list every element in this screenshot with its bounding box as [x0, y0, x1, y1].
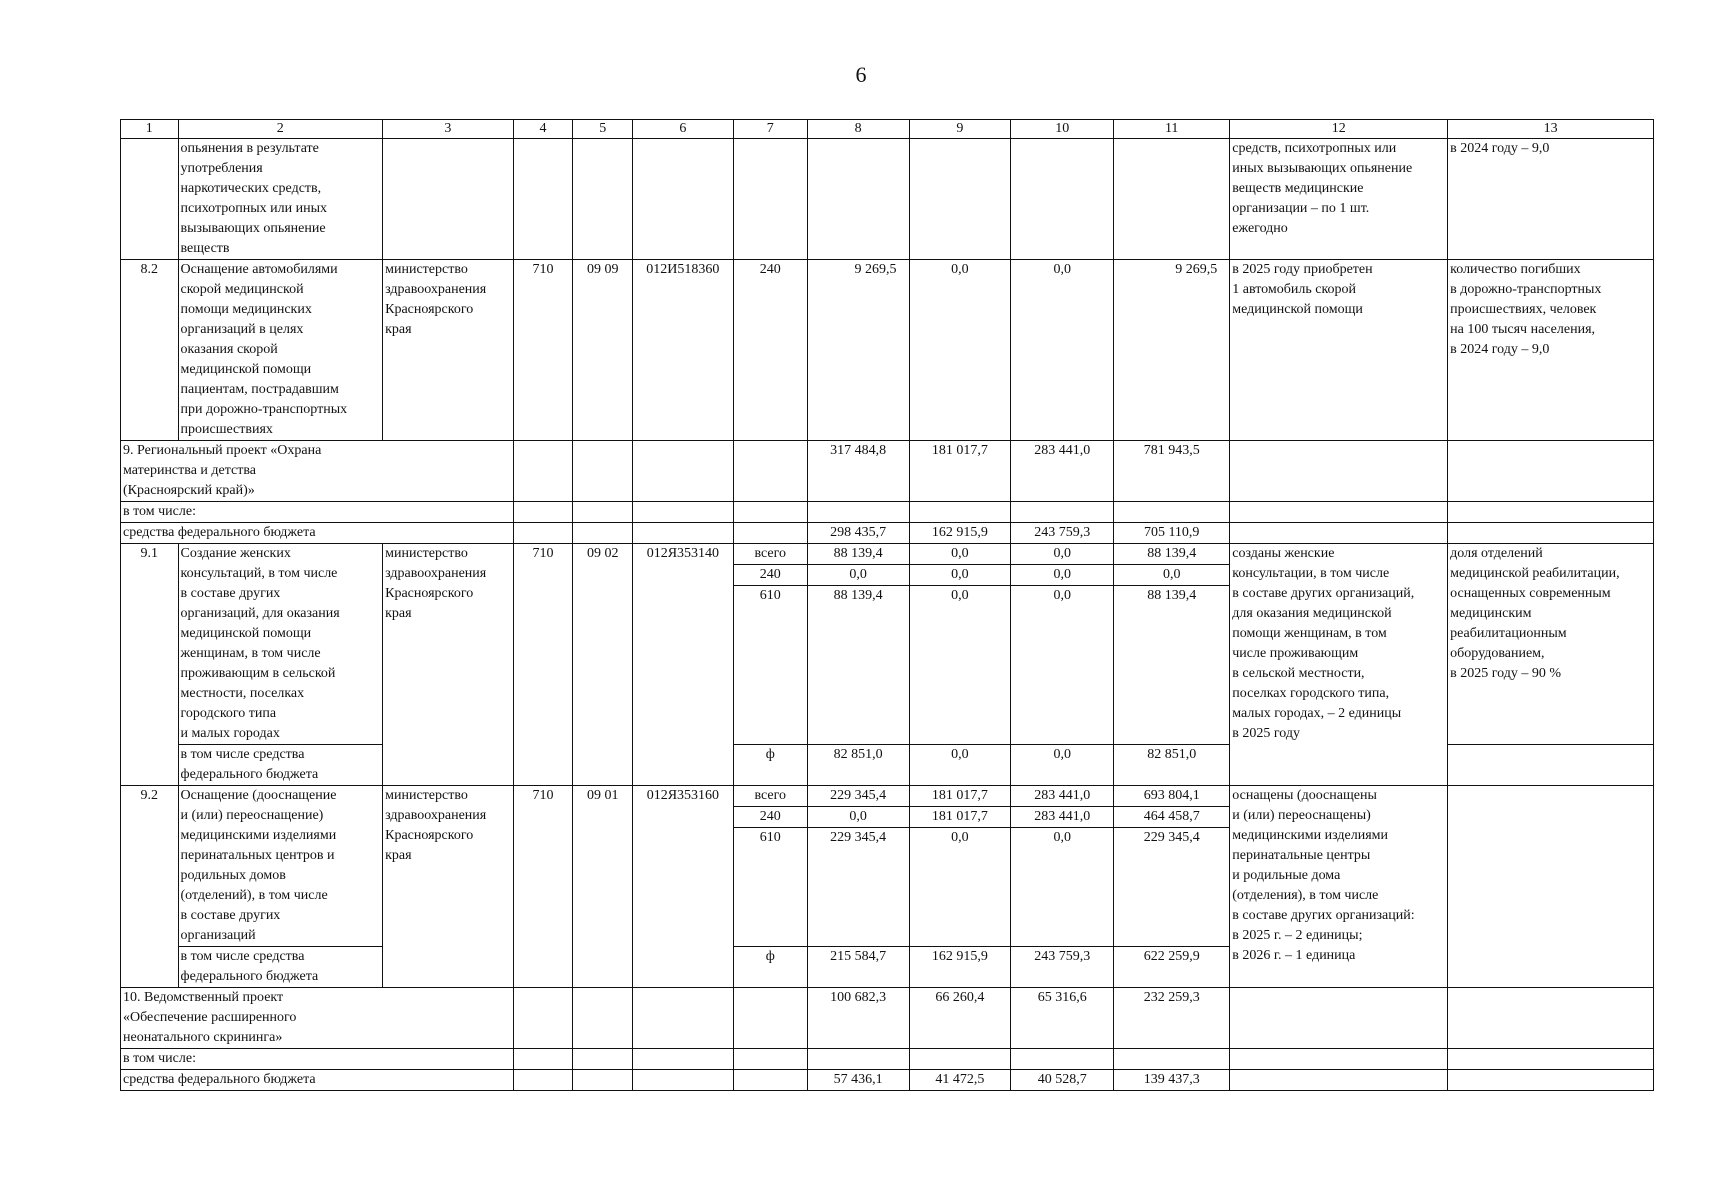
cell — [1230, 1049, 1448, 1070]
cell — [909, 502, 1011, 523]
value-stack — [912, 786, 1009, 848]
cell-code: 09 02 — [573, 544, 633, 786]
cell — [573, 1070, 633, 1091]
cell — [909, 1049, 1011, 1070]
cell-description: Оснащение (дооснащение и (или) переоснащение) медицинскими изделиями перинатальных центров и родильных домов (отделений), в том числе в составе других организаций — [178, 786, 383, 947]
cell — [1448, 1070, 1654, 1091]
cell-code: 012Я353160 — [633, 786, 734, 988]
cell — [633, 1049, 734, 1070]
cell-subtitle: средства федерального бюджета — [121, 523, 514, 544]
cell — [733, 1049, 807, 1070]
cell — [513, 988, 573, 1049]
cell — [1230, 1070, 1448, 1091]
cell — [121, 139, 179, 260]
column-header: 7 — [733, 120, 807, 139]
cell-description: в том числе средства федерального бюджета — [178, 745, 383, 786]
cell — [1011, 139, 1114, 260]
cell — [1448, 502, 1654, 523]
cell — [573, 1049, 633, 1070]
cell-code: 09 09 — [573, 260, 633, 441]
table-row — [121, 544, 1654, 745]
stack-value: 229 345,4 — [1143, 830, 1200, 845]
cell — [733, 502, 807, 523]
column-header: 6 — [633, 120, 734, 139]
cell — [1448, 1049, 1654, 1070]
cell — [1114, 139, 1230, 260]
cell — [513, 1070, 573, 1091]
cell — [733, 441, 807, 502]
table-header-row — [121, 120, 1654, 139]
table-row — [121, 1070, 1654, 1091]
cell-amount: 82 851,0 — [807, 745, 909, 786]
stack-value: 0,0 — [1114, 565, 1229, 586]
cell-project-title: 9. Региональный проект «Охрана материнства и детства (Красноярский край)» — [121, 441, 514, 502]
cell — [1448, 441, 1654, 502]
cell-amount: 82 851,0 — [1114, 745, 1230, 786]
column-header: 3 — [383, 120, 514, 139]
cell-item-number: 9.2 — [121, 786, 179, 988]
cell-amount: 57 436,1 — [807, 1070, 909, 1091]
value-stack — [736, 786, 805, 848]
cell — [573, 139, 633, 260]
cell-code: 710 — [513, 260, 573, 441]
cell-amount: 243 759,3 — [1011, 523, 1114, 544]
cell-result: в 2025 году приобретен 1 автомобиль скорой медицинской помощи — [1230, 260, 1448, 441]
cell — [807, 139, 909, 260]
stack-value: 283 441,0 — [1011, 807, 1113, 828]
column-header: 11 — [1114, 120, 1230, 139]
cell-amount: 232 259,3 — [1114, 988, 1230, 1049]
cell — [633, 502, 734, 523]
stack-value: 0,0 — [910, 565, 1011, 586]
cell-amount: 317 484,8 — [807, 441, 909, 502]
cell-description: Создание женских консультаций, в том числе в составе других организаций, для оказания медицинской помощи женщинам, в том числе проживающим в сельской местности, поселках городского типа и малых городах — [178, 544, 383, 745]
cell-description: в том числе средства федерального бюджета — [178, 947, 383, 988]
cell — [573, 441, 633, 502]
cell-code: 710 — [513, 544, 573, 786]
column-header: 4 — [513, 120, 573, 139]
stack-value: 0,0 — [808, 565, 909, 586]
cell-amount: 41 472,5 — [909, 1070, 1011, 1091]
value-stack — [912, 544, 1009, 606]
cell-amount: 0,0 — [909, 260, 1011, 441]
budget-table — [120, 119, 1654, 1091]
cell-amount: 162 915,9 — [909, 947, 1011, 988]
cell — [909, 139, 1011, 260]
column-header: 1 — [121, 120, 179, 139]
stack-value: 0,0 — [910, 544, 1011, 565]
cell-item-number: 8.2 — [121, 260, 179, 441]
column-header: 5 — [573, 120, 633, 139]
cell-amount: 622 259,9 — [1114, 947, 1230, 988]
cell-project-title: 10. Ведомственный проект «Обеспечение расширенного неонатального скрининга» — [121, 988, 514, 1049]
table-row — [121, 1049, 1654, 1070]
page-number: 6 — [855, 62, 867, 87]
column-header: 13 — [1448, 120, 1654, 139]
column-header: 8 — [807, 120, 909, 139]
cell-amount: 40 528,7 — [1011, 1070, 1114, 1091]
cell — [1448, 786, 1654, 988]
cell — [1011, 1049, 1114, 1070]
value-stack — [810, 786, 907, 848]
cell-code: 710 — [513, 786, 573, 988]
cell-amount — [807, 786, 909, 947]
cell — [733, 1070, 807, 1091]
stack-value: 181 017,7 — [910, 786, 1011, 807]
cell — [733, 523, 807, 544]
cell — [573, 988, 633, 1049]
table-row — [121, 260, 1654, 441]
cell-amount — [1011, 544, 1114, 745]
cell — [1448, 523, 1654, 544]
stack-value: 0,0 — [951, 830, 969, 845]
stack-value: 610 — [759, 588, 781, 603]
cell-subtitle: в том числе: — [121, 502, 514, 523]
cell-amount — [807, 260, 909, 441]
cell — [513, 139, 573, 260]
cell-result: созданы женские консультации, в том числе в составе других организаций, для оказания медицинской помощи женщинам, в том числе проживающим в сельской местности, поселках городского типа, малых городах, – 2 единицы в 2025 году — [1230, 544, 1448, 786]
cell — [633, 988, 734, 1049]
cell-code: 012И518360 — [633, 260, 734, 441]
table-row — [121, 502, 1654, 523]
cell — [1114, 502, 1230, 523]
cell-amount: 243 759,3 — [1011, 947, 1114, 988]
cell — [1230, 988, 1448, 1049]
cell — [733, 988, 807, 1049]
cell-item-number: 9.1 — [121, 544, 179, 786]
stack-value: 88 139,4 — [1114, 544, 1229, 565]
stack-value: 464 458,7 — [1114, 807, 1229, 828]
cell — [383, 139, 514, 260]
cell-amount: 781 943,5 — [1114, 441, 1230, 502]
cell-amount: 298 435,7 — [807, 523, 909, 544]
cell — [573, 523, 633, 544]
cell-amount: 162 915,9 — [909, 523, 1011, 544]
value-stack — [1013, 544, 1111, 606]
cell — [1448, 745, 1654, 786]
cell — [513, 1049, 573, 1070]
column-header: 2 — [178, 120, 383, 139]
column-header: 12 — [1230, 120, 1448, 139]
stack-value: 229 345,4 — [808, 786, 909, 807]
cell-amount — [1114, 786, 1230, 947]
cell-code: 012Я353140 — [633, 544, 734, 786]
cell-amount: 100 682,3 — [807, 988, 909, 1049]
stack-value: 88 139,4 — [808, 544, 909, 565]
cell — [633, 441, 734, 502]
cell — [513, 502, 573, 523]
cell-amount: 0,0 — [909, 745, 1011, 786]
column-header: 10 — [1011, 120, 1114, 139]
stack-value: 610 — [759, 830, 781, 845]
table-row — [121, 139, 1654, 260]
stack-value: 229 345,4 — [830, 830, 887, 845]
cell-amount — [1114, 260, 1230, 441]
cell-amount: 0,0 — [1011, 745, 1114, 786]
value-stack — [736, 544, 805, 606]
cell — [513, 441, 573, 502]
stack-value: 240 — [734, 807, 807, 828]
cell-amount: 283 441,0 — [1011, 441, 1114, 502]
table-row — [121, 441, 1654, 502]
cell-amount: 181 017,7 — [909, 441, 1011, 502]
stack-value: 88 139,4 — [1147, 588, 1197, 603]
stack-value: всего — [734, 786, 807, 807]
cell-code: 09 01 — [573, 786, 633, 988]
stack-value: 0,0 — [951, 588, 969, 603]
cell-code: 240 — [733, 260, 807, 441]
amount-value: 9 269,5 — [854, 262, 897, 277]
stack-value: 88 139,4 — [833, 588, 883, 603]
cell — [807, 502, 909, 523]
stack-value: 0,0 — [1011, 544, 1113, 565]
stack-value: 240 — [734, 565, 807, 586]
stack-value: 0,0 — [1011, 565, 1113, 586]
cell-description: опьянения в результате употребления наркотических средств, психотропных или иных вызывающих опьянение веществ — [178, 139, 383, 260]
value-stack — [810, 544, 907, 606]
cell — [807, 1049, 909, 1070]
amount-value: 9 269,5 — [1175, 262, 1218, 277]
cell-amount — [909, 544, 1011, 745]
cell — [1114, 1049, 1230, 1070]
cell — [1230, 441, 1448, 502]
cell — [573, 502, 633, 523]
cell-expense-type — [733, 544, 807, 745]
cell — [1230, 523, 1448, 544]
cell — [513, 523, 573, 544]
cell-amount — [1011, 786, 1114, 947]
cell-amount: 139 437,3 — [1114, 1070, 1230, 1091]
stack-value: 283 441,0 — [1011, 786, 1113, 807]
cell-expense-type: ф — [733, 947, 807, 988]
cell-indicator: количество погибших в дорожно-транспортных происшествиях, человек на 100 тысяч населения, в 2024 году – 9,0 — [1448, 260, 1654, 441]
cell-subtitle: в том числе: — [121, 1049, 514, 1070]
cell-amount: 215 584,7 — [807, 947, 909, 988]
stack-value: 0,0 — [1053, 588, 1071, 603]
cell-amount — [1114, 544, 1230, 745]
cell-amount: 0,0 — [1011, 260, 1114, 441]
value-stack — [1116, 544, 1227, 606]
cell-result: оснащены (дооснащены и (или) переоснащены) медицинскими изделиями перинатальные центры и родильные дома (отделения), в том числе в составе других организаций: в 2025 г. – 2 единицы; в 2026 г. – 1 единица — [1230, 786, 1448, 988]
value-stack — [1116, 786, 1227, 848]
cell — [1448, 988, 1654, 1049]
cell-executor: министерство здравоохранения Красноярского края — [383, 260, 514, 441]
cell-amount: 66 260,4 — [909, 988, 1011, 1049]
stack-value: 181 017,7 — [910, 807, 1011, 828]
stack-value: 693 804,1 — [1114, 786, 1229, 807]
cell-expense-type: ф — [733, 745, 807, 786]
cell-description: Оснащение автомобилями скорой медицинской помощи медицинских организаций в целях оказания скорой медицинской помощи пациентам, пострадавшим при дорожно-транспортных происшествиях — [178, 260, 383, 441]
cell-amount — [807, 544, 909, 745]
cell-executor: министерство здравоохранения Красноярского края — [383, 544, 514, 786]
stack-value: всего — [734, 544, 807, 565]
cell — [633, 1070, 734, 1091]
stack-value: 0,0 — [808, 807, 909, 828]
cell — [633, 139, 734, 260]
cell-expense-type — [733, 786, 807, 947]
cell-subtitle: средства федерального бюджета — [121, 1070, 514, 1091]
cell — [1230, 502, 1448, 523]
value-stack — [1013, 786, 1111, 848]
cell-amount: 705 110,9 — [1114, 523, 1230, 544]
cell — [733, 139, 807, 260]
table-row — [121, 786, 1654, 947]
cell-indicator: доля отделений медицинской реабилитации, оснащенных современным медицинским реабилитационным оборудованием, в 2025 году – 90 % — [1448, 544, 1654, 745]
table-row — [121, 988, 1654, 1049]
table-row — [121, 523, 1654, 544]
cell-executor: министерство здравоохранения Красноярского края — [383, 786, 514, 988]
cell-result: средств, психотропных или иных вызывающих опьянение веществ медицинские организации – по 1 шт. ежегодно — [1230, 139, 1448, 260]
cell-amount — [909, 786, 1011, 947]
column-header: 9 — [909, 120, 1011, 139]
cell — [633, 523, 734, 544]
cell-indicator: в 2024 году – 9,0 — [1448, 139, 1654, 260]
cell — [1011, 502, 1114, 523]
cell-amount: 65 316,6 — [1011, 988, 1114, 1049]
stack-value: 0,0 — [1053, 830, 1071, 845]
